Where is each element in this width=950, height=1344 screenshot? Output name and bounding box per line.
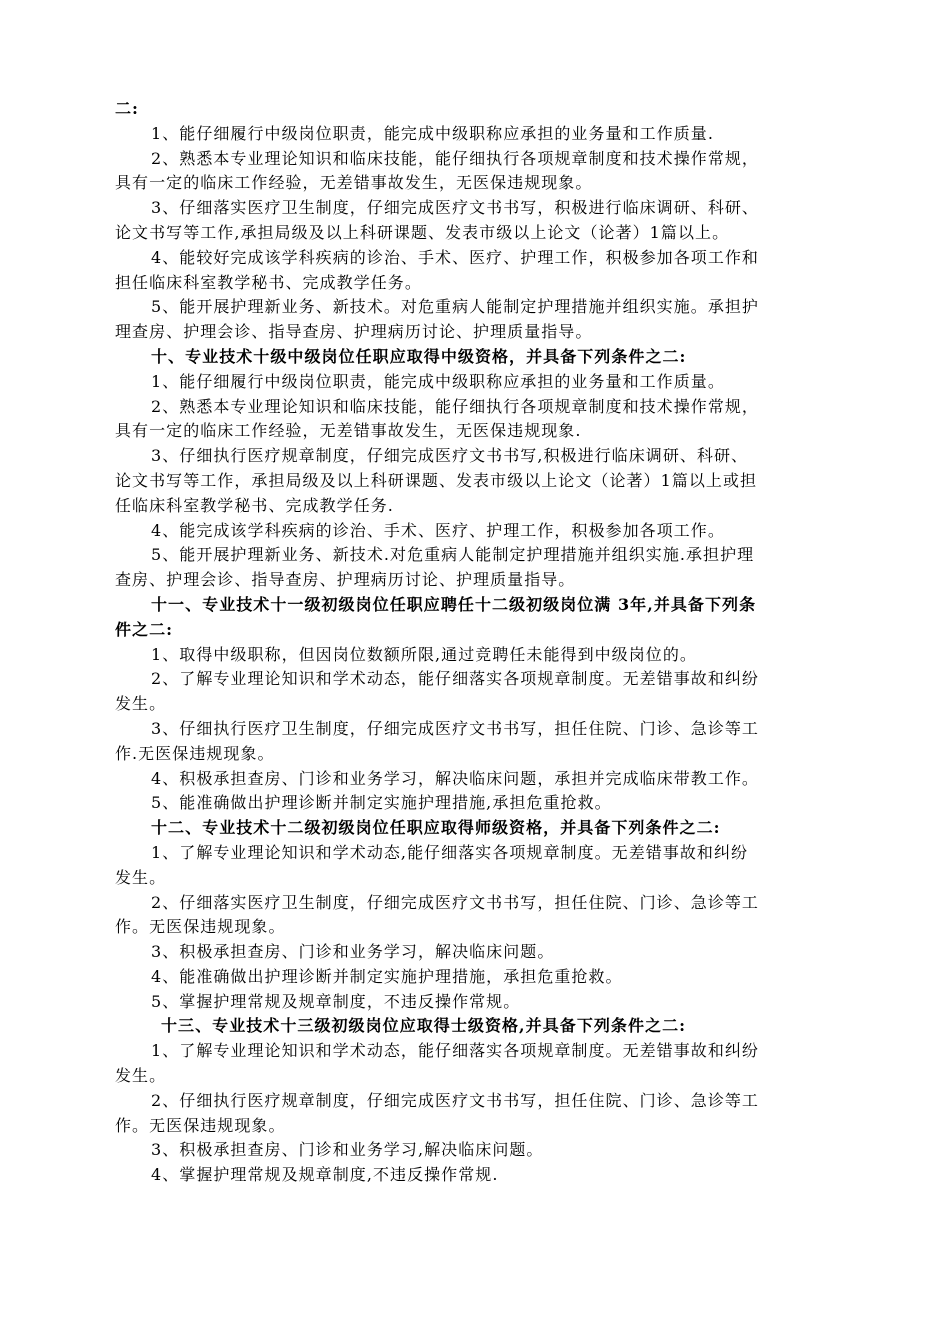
paragraph-line: 1、能仔细履行中级岗位职责，能完成中级职称应承担的业务量和工作质量. xyxy=(151,123,714,143)
paragraph-line: 担任临床科室教学秘书、完成教学任务。 xyxy=(115,272,422,292)
paragraph-line: 论文书写等工作,承担局级及以上科研课题、发表市级以上论文（论著）1篇以上。 xyxy=(115,222,730,242)
paragraph-line: 作。无医保违规现象。 xyxy=(115,917,286,937)
paragraph-line: 任临床科室教学秘书、完成教学任务. xyxy=(115,495,394,515)
section-heading-line: 二: xyxy=(115,99,140,118)
paragraph-line: 具有一定的临床工作经验，无差错事故发生，无医保违规现象. xyxy=(115,421,582,441)
paragraph-line: 5、能开展护理新业务、新技术.对危重病人能制定护理措施并组织实施.承担护理 xyxy=(151,545,755,565)
paragraph-line: 2、仔细落实医疗卫生制度，仔细完成医疗文书书写，担任住院、门诊、急诊等工 xyxy=(151,892,759,912)
paragraph-line: 作。无医保违规现象。 xyxy=(115,1115,286,1135)
paragraph-line: 具有一定的临床工作经验，无差错事故发生，无医保违规现象。 xyxy=(115,173,593,193)
paragraph-line: 发生。 xyxy=(115,867,167,887)
paragraph-line: 4、能准确做出护理诊断并制定实施护理措施，承担危重抢救。 xyxy=(151,966,623,986)
document-page xyxy=(115,97,837,1188)
paragraph-line: 发生。 xyxy=(115,1066,167,1086)
paragraph-line: 3、仔细落实医疗卫生制度，仔细完成医疗文书书写，积极进行临床调研、科研、 xyxy=(151,198,759,218)
paragraph-line: 1、了解专业理论知识和学术动态，能仔细落实各项规章制度。无差错事故和纠纷 xyxy=(151,1041,759,1061)
paragraph-line: 4、掌握护理常规及规章制度,不违反操作常规. xyxy=(151,1165,499,1185)
paragraph-line: 3、仔细执行医疗规章制度，仔细完成医疗文书书写,积极进行临床调研、科研、 xyxy=(151,446,749,466)
paragraph-line: 论文书写等工作，承担局级及以上科研课题、发表市级以上论文（论著）1篇以上或担 xyxy=(115,470,758,490)
paragraph-line: 4、能完成该学科疾病的诊治、手术、医疗、护理工作，积极参加各项工作。 xyxy=(151,520,725,540)
paragraph-line: 1、了解专业理论知识和学术动态,能仔细落实各项规章制度。无差错事故和纠纷 xyxy=(151,842,749,862)
paragraph-line: 3、积极承担查房、门诊和业务学习，解决临床问题。 xyxy=(151,942,555,962)
section-heading-line: 件之二: xyxy=(115,619,174,639)
section-heading-line: 十三、专业技术十三级初级岗位应取得士级资格,并具备下列条件之二: xyxy=(161,1016,687,1036)
paragraph-line: 1、取得中级职称，但因岗位数额所限,通过竞聘任未能得到中级岗位的。 xyxy=(151,644,697,664)
paragraph-line: 2、了解专业理论知识和学术动态，能仔细落实各项规章制度。无差错事故和纠纷 xyxy=(151,669,759,689)
section-heading-line: 十二、专业技术十二级初级岗位任职应取得师级资格，并具备下列条件之二: xyxy=(151,818,721,838)
paragraph-line: 2、熟悉本专业理论知识和临床技能，能仔细执行各项规章制度和技术操作常规， xyxy=(151,148,759,168)
paragraph-line: 4、积极承担查房、门诊和业务学习，解决临床问题，承担并完成临床带教工作。 xyxy=(151,768,759,788)
paragraph-line: 查房、护理会诊、指导查房、护理病历讨论、护理质量指导。 xyxy=(115,570,576,590)
paragraph-line: 发生。 xyxy=(115,694,167,714)
paragraph-line: 2、熟悉本专业理论知识和临床技能，能仔细执行各项规章制度和技术操作常规， xyxy=(151,396,759,416)
paragraph-line: 2、仔细执行医疗规章制度，仔细完成医疗文书书写，担任住院、门诊、急诊等工 xyxy=(151,1090,759,1110)
paragraph-line: 5、能开展护理新业务、新技术。对危重病人能制定护理措施并组织实施。承担护 xyxy=(151,297,759,317)
paragraph-line: 作.无医保违规现象。 xyxy=(115,743,275,763)
paragraph-line: 4、能较好完成该学科疾病的诊治、手术、医疗、护理工作，积极参加各项工作和 xyxy=(151,247,759,267)
paragraph-line: 理查房、护理会诊、指导查房、护理病历讨论、护理质量指导。 xyxy=(115,322,593,342)
paragraph-line: 1、能仔细履行中级岗位职责，能完成中级职称应承担的业务量和工作质量。 xyxy=(151,371,725,391)
paragraph-line: 3、积极承担查房、门诊和业务学习,解决临床问题。 xyxy=(151,1140,544,1160)
section-heading-line: 十一、专业技术十一级初级岗位任职应聘任十二级初级岗位满 3年,并具备下列条 xyxy=(151,594,757,614)
paragraph-line: 5、掌握护理常规及规章制度，不违反操作常规。 xyxy=(151,991,521,1011)
paragraph-line: 5、能准确做出护理诊断并制定实施护理措施,承担危重抢救。 xyxy=(151,793,612,813)
section-heading-line: 十、专业技术十级中级岗位任职应取得中级资格，并具备下列条件之二: xyxy=(151,346,687,366)
paragraph-line: 3、仔细执行医疗卫生制度，仔细完成医疗文书书写，担任住院、门诊、急诊等工 xyxy=(151,718,759,738)
